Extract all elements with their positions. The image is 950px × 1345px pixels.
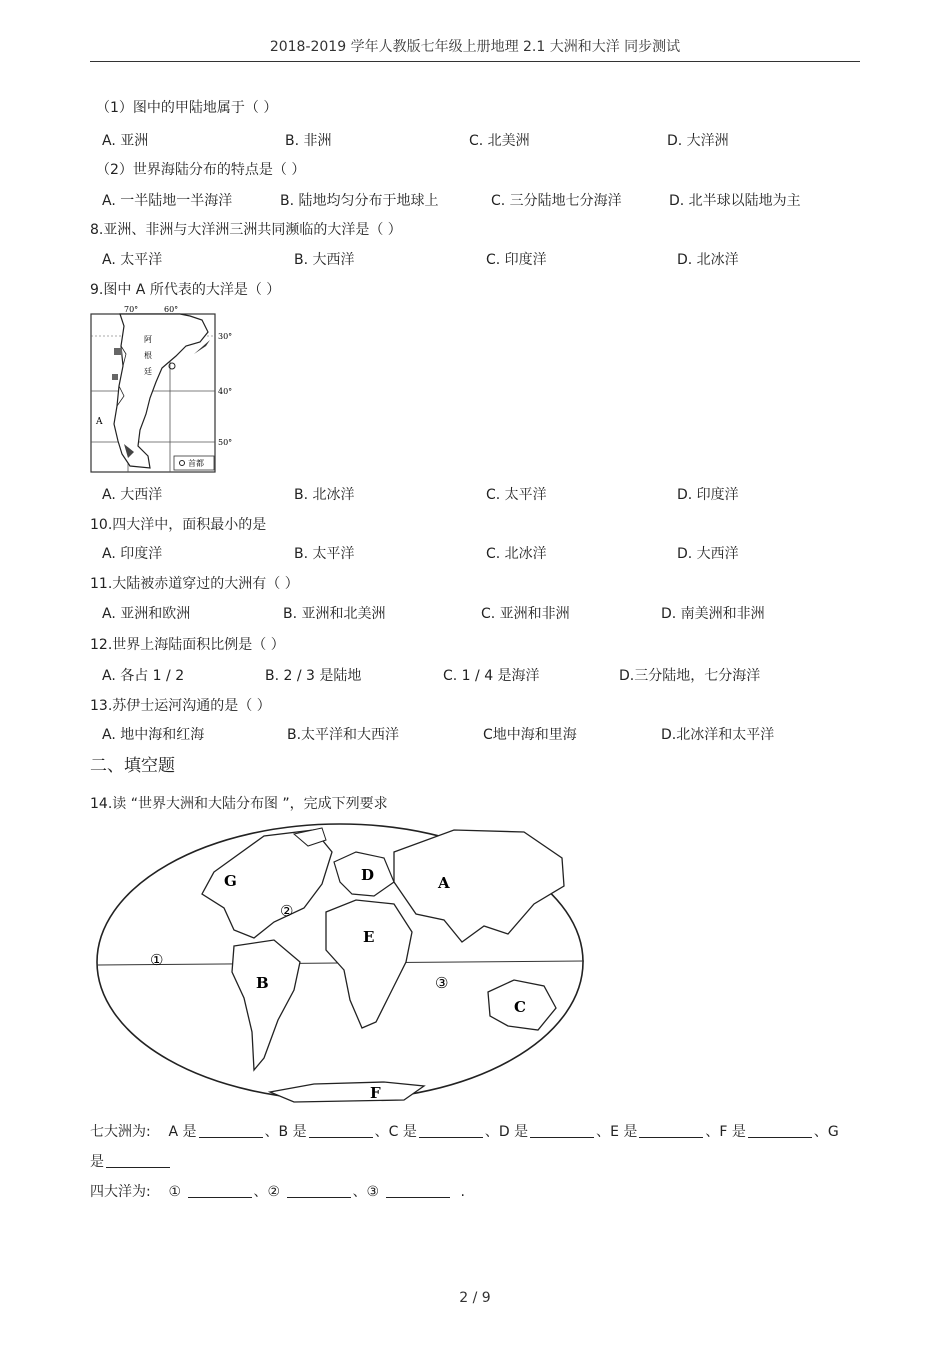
country-label-2: 根 [144,351,152,360]
oceans-fill-line [90,1181,465,1201]
blank-e-label: 、E 是 [596,1124,638,1140]
blank-f-label: 、F 是 [705,1124,746,1140]
option-b[interactable]: B. 亚洲和北美洲 [283,606,386,622]
ocean-2-label: ② [280,902,294,920]
blank-d-label: 、D 是 [484,1124,529,1140]
option-c[interactable]: C. 三分陆地七分海洋 [491,193,622,209]
option-a[interactable]: A. 太平洋 [102,252,163,268]
option-b[interactable]: B. 陆地均匀分布于地球上 [280,193,439,209]
option-d[interactable]: D. 北半球以陆地为主 [669,193,801,209]
oceans-prefix: 四大洋为: [90,1184,151,1200]
header-rule [90,61,860,62]
continent-b-label: B [256,974,269,992]
ocean-a-label: A [96,417,103,427]
option-c[interactable]: C. 印度洋 [486,252,547,268]
blank-g-label: 、G [813,1124,839,1140]
continent-d-label: D [361,866,375,884]
option-a[interactable]: A. 亚洲 [102,133,149,149]
continent-g-label: G [224,872,237,890]
line-end: . [460,1184,465,1200]
blank-e[interactable] [639,1123,703,1138]
option-c[interactable]: C. 北冰洋 [486,546,547,562]
continent-c-label: C [514,998,526,1016]
question-7-1-stem: （1）图中的甲陆地属于（ ） [96,100,278,116]
question-11-stem: 11.大陆被赤道穿过的大洲有（ ） [90,576,299,592]
option-b[interactable]: B. 北冰洋 [294,487,355,503]
capital-legend-label: 首都 [188,459,204,468]
option-c[interactable]: C. 亚洲和非洲 [481,606,570,622]
option-a[interactable]: A. 印度洋 [102,546,163,562]
option-d[interactable]: D. 北冰洋 [677,252,739,268]
question-12-stem: 12.世界上海陆面积比例是（ ） [90,637,285,653]
blank-d[interactable] [530,1123,594,1138]
continent-e-label: E [363,928,375,946]
blank-ocean-3-label: 、③ [352,1184,380,1200]
page-number: 2 / 9 [459,1290,491,1306]
blank-g-label-2: 是 [90,1154,104,1170]
question-8-stem: 8.亚洲、非洲与大洋洲三洲共同濒临的大洋是（ ） [90,222,402,238]
blank-f[interactable] [748,1123,812,1138]
lon-60-label: 60° [164,306,179,314]
option-b[interactable]: B. 太平洋 [294,546,355,562]
question-14-stem: 14.读 “世界大洲和大陆分布图 ”，完成下列要求 [90,796,388,812]
blank-a-label: A 是 [168,1124,197,1140]
option-c[interactable]: C. 北美洲 [469,133,530,149]
blank-ocean-2[interactable] [287,1183,351,1198]
option-b[interactable]: B. 非洲 [285,133,332,149]
blank-g[interactable] [106,1153,170,1168]
option-d[interactable]: D. 南美洲和非洲 [661,606,765,622]
option-d[interactable]: D. 大洋洲 [667,133,729,149]
question-13-stem: 13.苏伊士运河沟通的是（ ） [90,698,271,714]
blank-a[interactable] [199,1123,263,1138]
option-d[interactable]: D. 印度洋 [677,487,739,503]
blank-b-label: 、B 是 [264,1124,307,1140]
continents-fill-line-2 [90,1151,172,1171]
blank-b[interactable] [309,1123,373,1138]
world-continents-map [94,822,594,1107]
option-a[interactable]: A. 大西洋 [102,487,163,503]
option-a[interactable]: A. 亚洲和欧洲 [102,606,191,622]
question-7-2-stem: （2）世界海陆分布的特点是（ ） [96,162,306,178]
option-d[interactable]: D.三分陆地，七分海洋 [619,668,761,684]
option-c[interactable]: C. 1 / 4 是海洋 [443,668,540,684]
south-america-map [90,306,240,476]
ocean-1-label: ① [150,951,164,969]
blank-c[interactable] [419,1123,483,1138]
country-label-1: 阿 [144,335,152,344]
lat-40-label: 40° [218,387,233,396]
question-10-stem: 10.四大洋中，面积最小的是 [90,517,267,533]
country-label-3: 廷 [144,367,152,376]
option-b[interactable]: B.太平洋和大西洋 [287,727,400,743]
blank-ocean-2-label: 、② [253,1184,281,1200]
option-a[interactable]: A. 各占 1 / 2 [102,668,185,684]
continent-a-label: A [438,874,450,892]
option-b[interactable]: B. 大西洋 [294,252,355,268]
question-9-stem: 9.图中 A 所代表的大洋是（ ） [90,282,281,298]
option-b[interactable]: B. 2 / 3 是陆地 [265,668,362,684]
ocean-3-label: ③ [435,974,449,992]
blank-ocean-1-label: ① [168,1184,182,1200]
option-d[interactable]: D.北冰洋和太平洋 [661,727,775,743]
lon-70-label: 70° [124,306,139,314]
section-title: 二、填空题 [90,756,175,776]
continents-prefix: 七大洲为: [90,1124,151,1140]
option-c[interactable]: C. 太平洋 [486,487,547,503]
option-a[interactable]: A. 一半陆地一半海洋 [102,193,233,209]
continents-fill-line [90,1121,839,1141]
page-header: 2018-2019 学年人教版七年级上册地理 2.1 大洲和大洋 同步测试 [269,39,681,55]
option-c[interactable]: C地中海和里海 [483,727,577,743]
blank-ocean-3[interactable] [386,1183,450,1198]
continent-f-label: F [370,1084,381,1102]
blank-c-label: 、C 是 [374,1124,417,1140]
lat-50-label: 50° [218,438,233,447]
option-a[interactable]: A. 地中海和红海 [102,727,205,743]
option-d[interactable]: D. 大西洋 [677,546,739,562]
lat-30-label: 30° [218,332,233,341]
blank-ocean-1[interactable] [188,1183,252,1198]
